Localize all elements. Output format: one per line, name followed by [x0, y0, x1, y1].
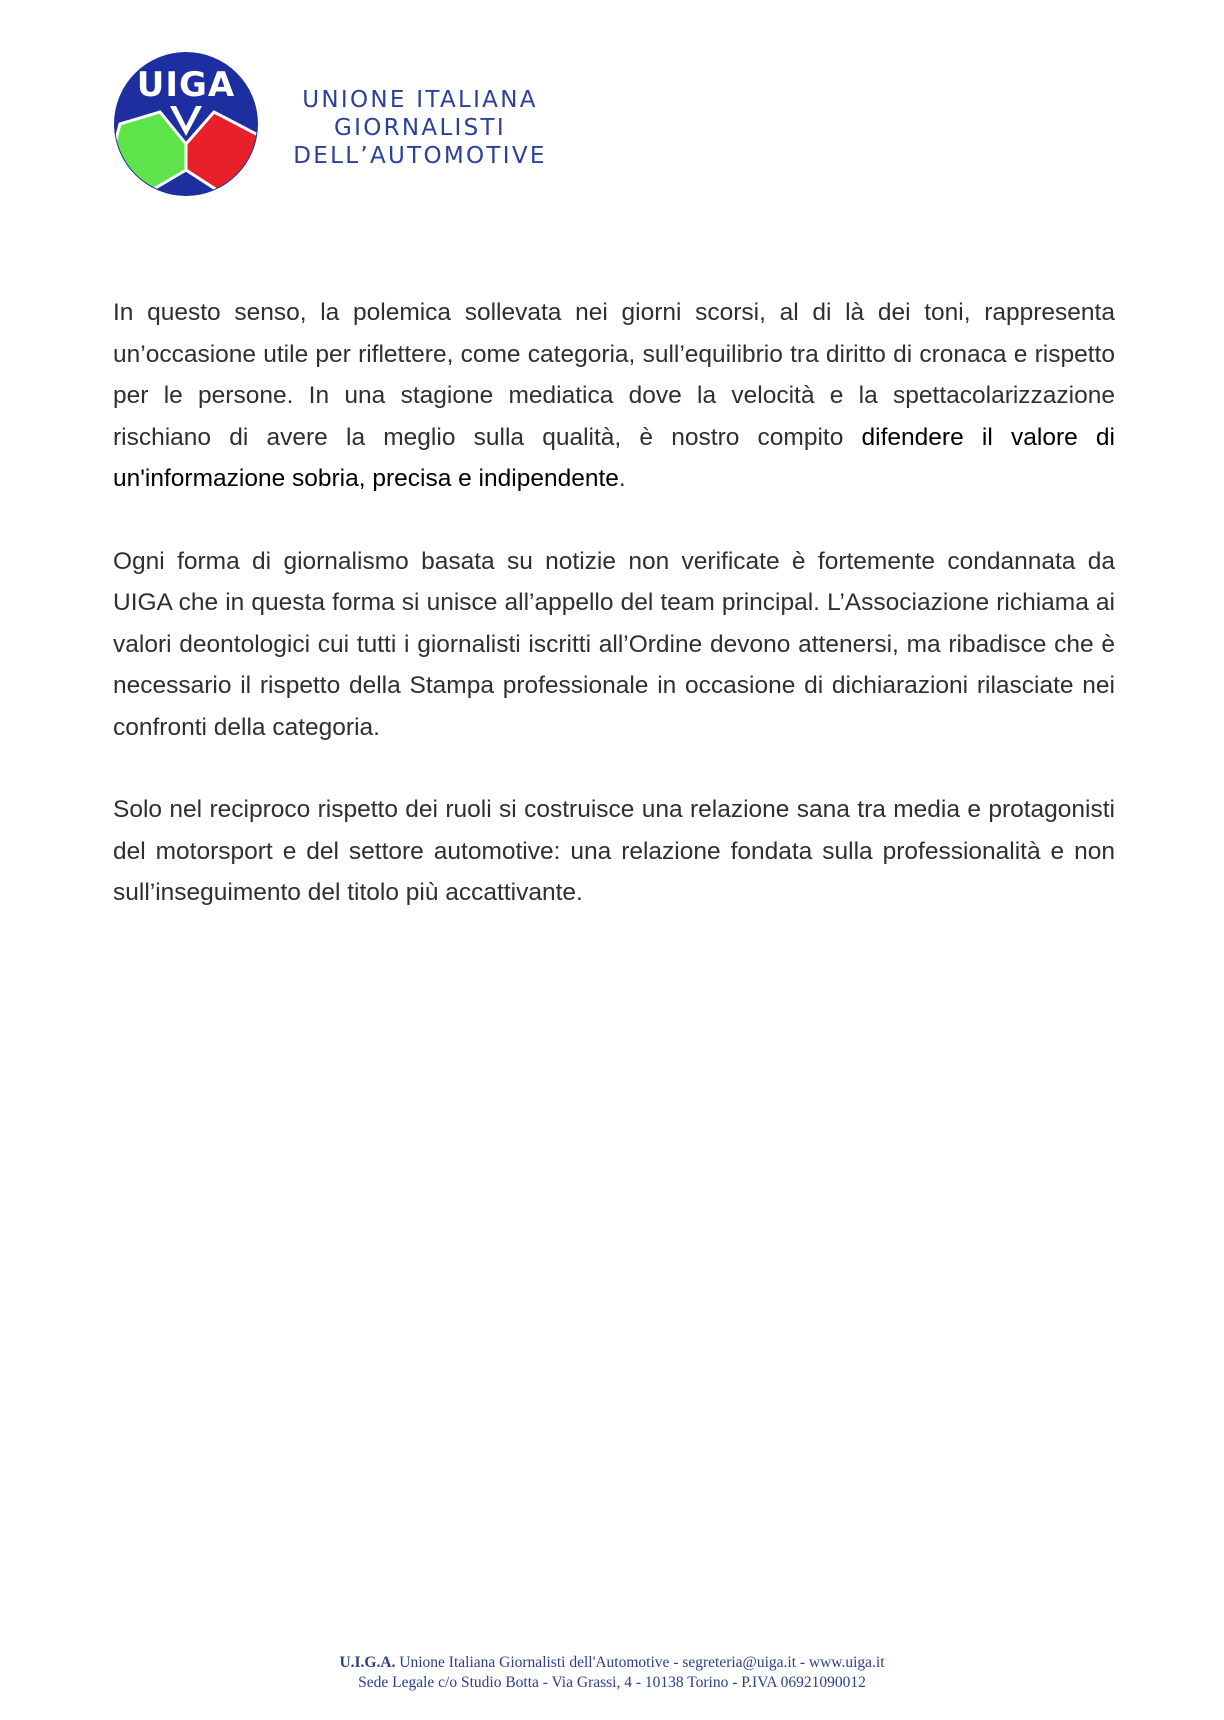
letterhead: [112, 50, 552, 200]
paragraph-1-emphasis: difendere il valore di un'informazione sobria, precisa e indipendente: [113, 423, 1115, 492]
footer-line-2: Sede Legale c/o Studio Botta - Via Grassi, 4 - 10138 Torino - P.IVA 06921090012: [358, 1674, 866, 1691]
logo-text: UIGA: [136, 65, 236, 105]
org-line-3: DELL’AUTOMOTIVE: [293, 143, 547, 169]
paragraph-3: Solo nel reciproco rispetto dei ruoli si costruisce una relazione sana tra media e protagonisti del motorsport e del settore automotive: una relazione fondata sulla professionalità e non sull’inseguimento del titolo più accattivante.: [113, 796, 1115, 906]
org-line-1: UNIONE ITALIANA: [302, 87, 538, 113]
document-body: [113, 292, 1115, 955]
paragraph-1-end: .: [618, 465, 626, 492]
footer-line-1: [0, 1653, 1224, 1673]
footer-abbr: U.I.G.A.: [339, 1654, 396, 1671]
organization-name: [280, 86, 560, 170]
org-line-2: GIORNALISTI: [334, 115, 506, 141]
paragraph-2: Ogni forma di giornalismo basata su notizie non verificate è fortemente condannata da UIGA che in questa forma si unisce all’appello del team principal. L’Associazione richiama ai valori deontologici cui tutti i giornalisti iscritti all’Ordine devono attenersi, ma ribadisce che è necessario il rispetto della Stampa professionale in occasione di dichiarazioni rilasciate nei confronti della categoria.: [113, 547, 1115, 741]
paragraph-1: [113, 292, 1115, 500]
footer: [0, 1653, 1224, 1693]
paragraph-1-text: In questo senso, la polemica sollevata nei giorni scorsi, al di là dei toni, rappresenta un’occasione utile per riflettere, come categoria, sull’equilibrio tra diritto di cronaca e rispetto per le persone. In una stagione mediatica dove la velocità e la spettacolarizzazione rischiano di avere la meglio sulla qualità, è nostro compito: [113, 299, 1115, 451]
uiga-logo: [112, 50, 260, 198]
footer-contact: Unione Italiana Giornalisti dell'Automotive - segreteria@uiga.it - www.uiga.it: [395, 1654, 885, 1671]
